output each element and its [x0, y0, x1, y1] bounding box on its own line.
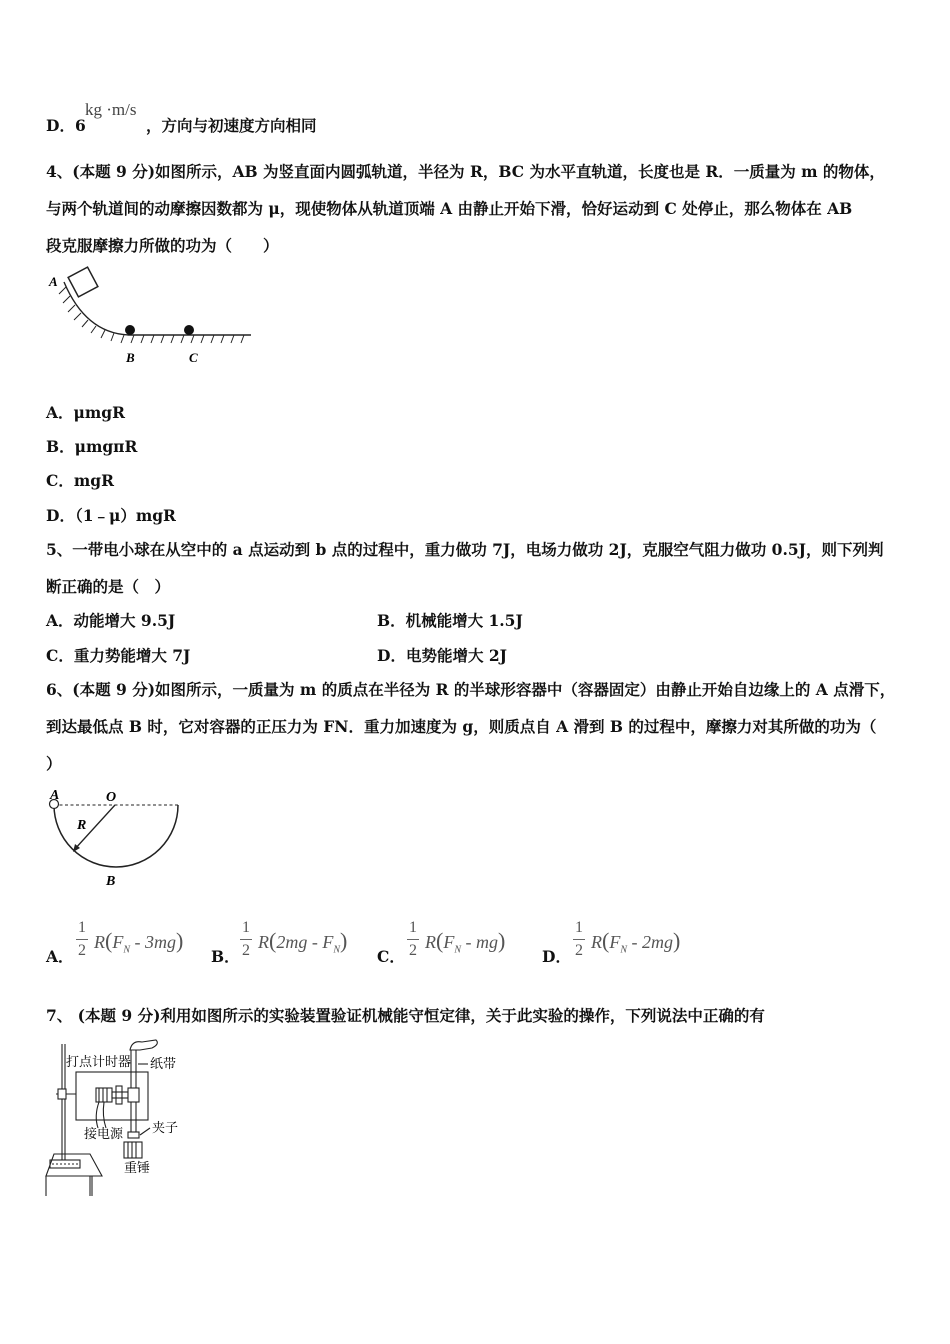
q7-label-clip: 夹子 [152, 1120, 179, 1135]
q5-stem-line-1: 5、一带电小球在从空中的 a 点运动到 b 点的过程中，重力做功 7J，电场力做功 2J，克服空气阻力做功 0.5J，则下列判 [46, 540, 884, 559]
q6-option-a-fraction [76, 919, 88, 960]
q4-option-a: A．μmgR [46, 403, 125, 422]
q7-stem: 7、 (本题 9 分)利用如图所示的实验装置验证机械能守恒定律，关于此实验的操作，下列说法中正确的有 [46, 1006, 765, 1025]
q7-apparatus-figure [44, 1036, 204, 1200]
q6-option-b-f: 2mg - F [276, 932, 334, 952]
q6-option-b-label: B． [211, 947, 240, 966]
q7-label-timer: 打点计时器 [66, 1054, 132, 1069]
q3-option-d-unit: kg ·m/s [85, 100, 137, 119]
q5-option-c: C．重力势能增大 7J [46, 646, 191, 665]
q6-option-c-rest: - mg [461, 932, 498, 952]
q6-option-a-den: 2 [78, 942, 86, 959]
q4-track-figure [46, 262, 256, 370]
q5-stem-line-2: 断正确的是（ ） [46, 577, 171, 596]
q4-stem-line-2: 与两个轨道间的动摩擦因数都为 μ，现使物体从轨道顶端 A 由静止开始下滑，恰好运动到 C 处停止，那么物体在 AB [46, 199, 853, 218]
q6-label-o: O [106, 790, 117, 805]
q6-option-a-f: F [112, 932, 124, 952]
q6-option-c-label: C． [377, 947, 405, 966]
q6-option-c-sub: N [454, 944, 461, 956]
q4-stem-line-3: 段克服摩擦力所做的功为（ ） [46, 236, 279, 255]
q3-option-d-text: ，方向与初速度方向相同 [146, 116, 317, 135]
q6-stem-line-2: 到达最低点 B 时，它对容器的正压力为 FN．重力加速度为 g，则质点自 A 滑到 B 的过程中，摩擦力对其所做的功为（ [46, 717, 877, 736]
q6-option-d-expr: $R(F_N - 2mg)$ [591, 928, 681, 956]
q5-option-d: D．电势能增大 2J [377, 646, 507, 665]
q6-option-c-f: F [443, 932, 455, 952]
q6-option-a-r: R [94, 932, 105, 952]
q6-option-d-r: R [591, 932, 602, 952]
q6-stem-line-1: 6、(本题 9 分)如图所示，一质量为 m 的质点在半径为 R 的半球形容器中（容器固定）由静止开始自边缘上的 A 点滑下， [46, 680, 896, 699]
q6-option-c-expr: $R(F_N - mg)$ [425, 928, 506, 956]
q6-option-a-num: 1 [78, 919, 86, 936]
q6-option-d-den: 2 [575, 942, 583, 959]
q6-hemisphere-figure [44, 784, 189, 892]
q4-label-b: B [126, 350, 135, 365]
q6-label-a: A [50, 788, 60, 803]
q6-option-d-fraction [573, 919, 585, 960]
q6-option-d-rest: - 2mg [627, 932, 673, 952]
q6-option-a-label: A． [46, 947, 74, 966]
q4-label-a: A [49, 274, 58, 289]
q6-label-r: R [77, 818, 87, 833]
q6-label-b: B [106, 874, 116, 889]
q4-stem-line-1: 4、(本题 9 分)如图所示，AB 为竖直面内圆弧轨道，半径为 R，BC 为水平直轨道，长度也是 R．一质量为 m 的物体， [46, 162, 885, 181]
q5-option-a: A．动能增大 9.5J [46, 611, 176, 630]
q6-option-c-r: R [425, 932, 436, 952]
q7-label-power: 接电源 [84, 1126, 124, 1141]
q6-option-b-fraction [240, 919, 252, 960]
q6-option-d-sub: N [620, 944, 627, 956]
q6-option-c-num: 1 [409, 919, 417, 936]
q4-option-c: C．mgR [46, 471, 114, 490]
q6-stem-line-3: ） [46, 754, 62, 773]
q6-option-b-num: 1 [242, 919, 250, 936]
q6-option-d-label: D． [542, 947, 571, 966]
q6-option-d-num: 1 [575, 919, 583, 936]
q6-option-b-expr: $R(2mg - F_N)$ [258, 928, 348, 956]
q4-option-d: D．（1﹣μ）mgR [46, 506, 176, 525]
q6-option-d-f: F [609, 932, 621, 952]
q3-option-d-label: D．6 [46, 116, 86, 135]
q6-option-a-sub: N [123, 944, 130, 956]
q6-option-b-r: R [258, 932, 269, 952]
q6-option-b-den: 2 [242, 942, 250, 959]
q6-option-c-fraction [407, 919, 419, 960]
q6-option-b-sub: N [333, 944, 340, 956]
q4-label-c: C [189, 350, 198, 365]
q6-option-c-den: 2 [409, 942, 417, 959]
q6-option-a-expr: $R(F_N - 3mg)$ [94, 928, 184, 956]
q4-option-b: B．μmgπR [46, 437, 138, 456]
q5-option-b: B．机械能增大 1.5J [377, 611, 523, 630]
q7-label-tape: 纸带 [150, 1056, 177, 1071]
q7-label-weight: 重锤 [124, 1160, 151, 1175]
q6-option-a-rest: - 3mg [130, 932, 176, 952]
